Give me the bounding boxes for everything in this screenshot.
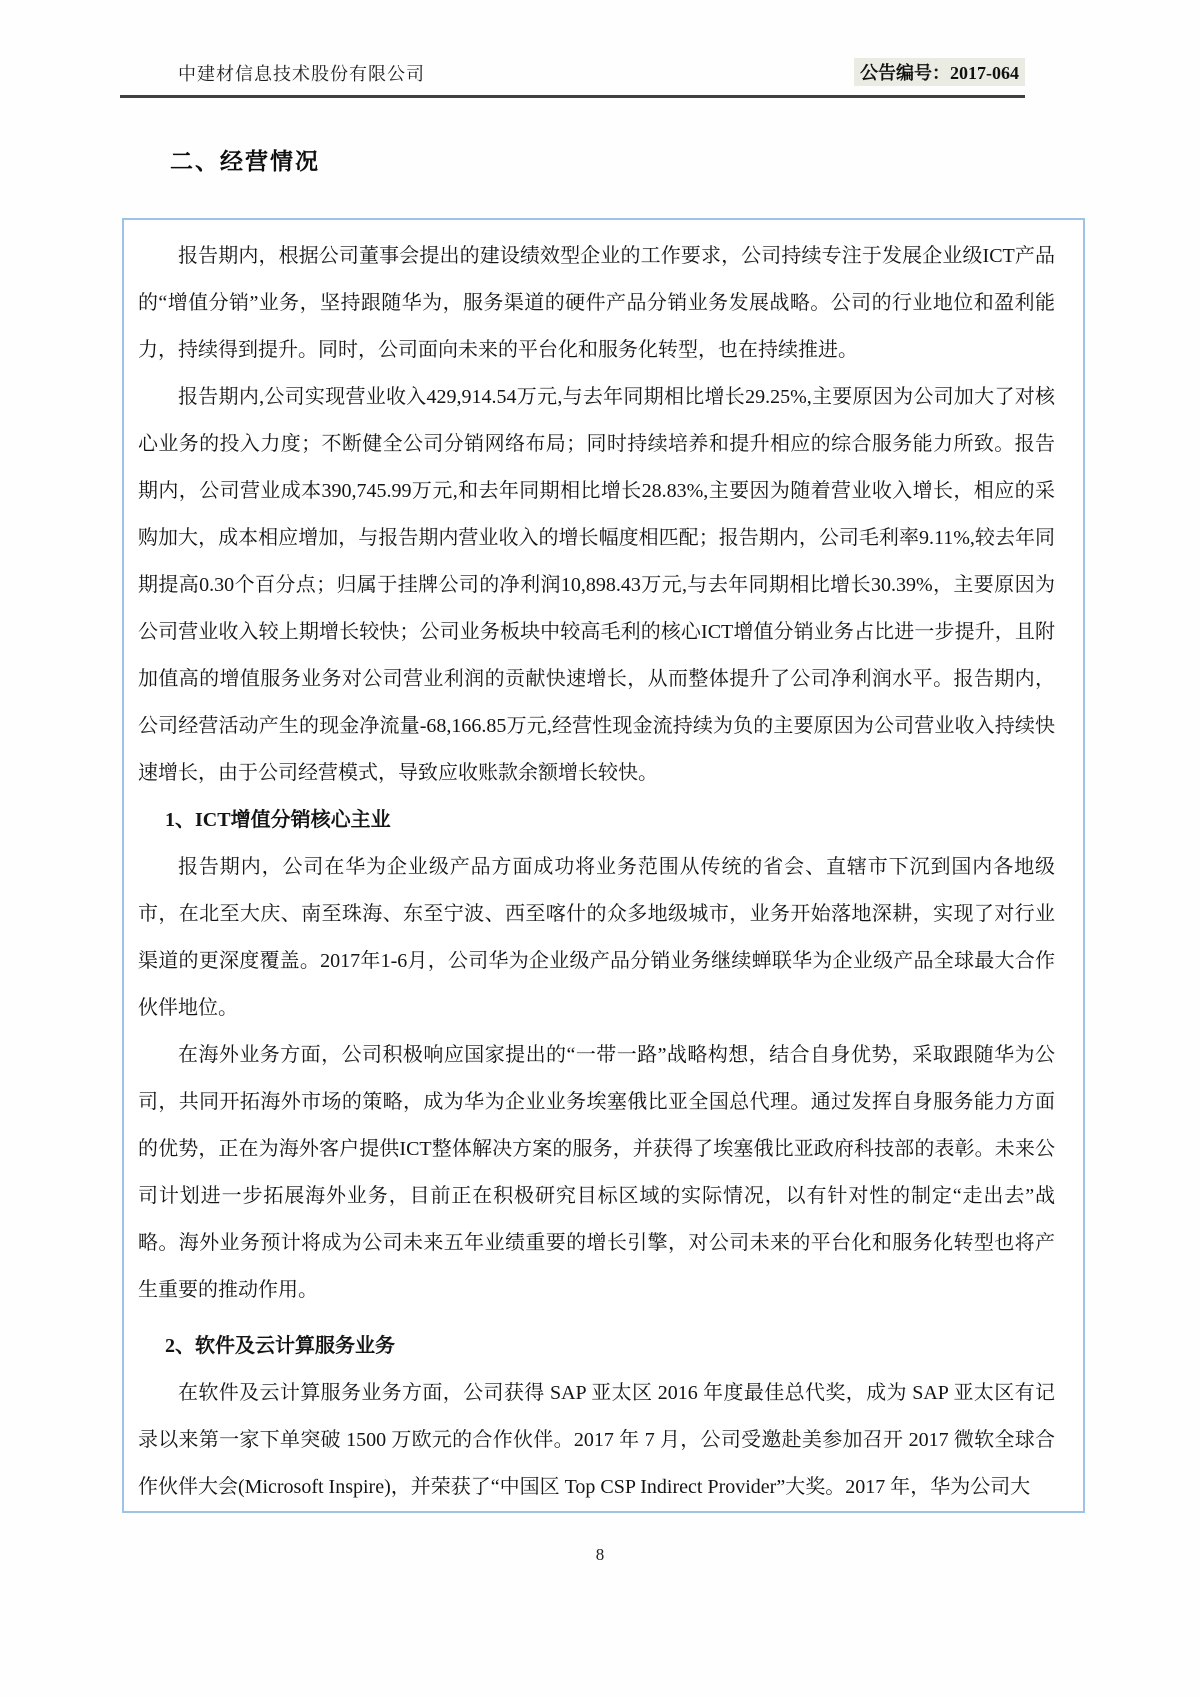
- body-paragraph-overview: 报告期内，根据公司董事会提出的建设绩效型企业的工作要求，公司持续专注于发展企业级ICT产品的“增值分销”业务，坚持跟随华为，服务渠道的硬件产品分销业务发展战略。公司的行业地位和盈利能力，持续得到提升。同时，公司面向未来的平台化和服务化转型，也在持续推进。: [138, 245, 1055, 361]
- page-header: [120, 58, 1025, 98]
- body-paragraph-software-cloud: 在软件及云计算服务业务方面，公司获得 SAP 亚太区 2016 年度最佳总代奖，成为 SAP 亚太区有记录以来第一家下单突破 1500 万欧元的合作伙伴。2017 年 7 月，公司受邀赴美参加召开 2017 微软全球合作伙伴大会(Microsoft Inspire)，并荣获了“中国区 Top CSP Indirect Provider”大奖。2017 年，华为公司大: [138, 1382, 1055, 1498]
- body-paragraph-huawei-domestic: 报告期内，公司在华为企业级产品方面成功将业务范围从传统的省会、直辖市下沉到国内各地级市，在北至大庆、南至珠海、东至宁波、西至喀什的众多地级城市，业务开始落地深耕，实现了对行业渠道的更深度覆盖。2017年1-6月，公司华为企业级产品分销业务继续蝉联华为企业级产品全球最大合作伙伴地位。: [138, 856, 1055, 1019]
- subsection-heading-ict: 1、ICT增值分销核心主业: [165, 809, 391, 831]
- page-number: 8: [595, 1545, 605, 1564]
- announcement-number: 公告编号：2017-064: [854, 58, 1025, 86]
- company-name: 中建材信息技术股份有限公司: [178, 64, 425, 84]
- content-box: [122, 218, 1085, 1513]
- subsection-heading-software-cloud: 2、软件及云计算服务业务: [165, 1335, 395, 1357]
- page-footer: [0, 1545, 1200, 1565]
- section-title: 二、经营情况: [170, 148, 320, 174]
- body-paragraph-overseas: 在海外业务方面，公司积极响应国家提出的“一带一路”战略构想，结合自身优势，采取跟随华为公司，共同开拓海外市场的策略，成为华为企业业务埃塞俄比亚全国总代理。通过发挥自身服务能力方面的优势，正在为海外客户提供ICT整体解决方案的服务，并获得了埃塞俄比亚政府科技部的表彰。未来公司计划进一步拓展海外业务，目前正在积极研究目标区域的实际情况，以有针对性的制定“走出去”战略。海外业务预计将成为公司未来五年业绩重要的增长引擎，对公司未来的平台化和服务化转型也将产生重要的推动作用。: [138, 1044, 1055, 1301]
- body-paragraph-financials: 报告期内,公司实现营业收入429,914.54万元,与去年同期相比增长29.25%,主要原因为公司加大了对核心业务的投入力度；不断健全公司分销网络布局；同时持续培养和提升相应的综合服务能力所致。报告期内，公司营业成本390,745.99万元,和去年同期相比增长28.83%,主要因为随着营业收入增长，相应的采购加大，成本相应增加，与报告期内营业收入的增长幅度相匹配；报告期内，公司毛利率9.11%,较去年同期提高0.30个百分点；归属于挂牌公司的净利润10,898.43万元,与去年同期相比增长30.39%，主要原因为公司营业收入较上期增长较快；公司业务板块中较高毛利的核心ICT增值分销业务占比进一步提升，且附加值高的增值服务业务对公司营业利润的贡献快速增长，从而整体提升了公司净利润水平。报告期内，公司经营活动产生的现金净流量-68,166.85万元,经营性现金流持续为负的主要原因为公司营业收入持续快速增长，由于公司经营模式，导致应收账款余额增长较快。: [138, 386, 1055, 784]
